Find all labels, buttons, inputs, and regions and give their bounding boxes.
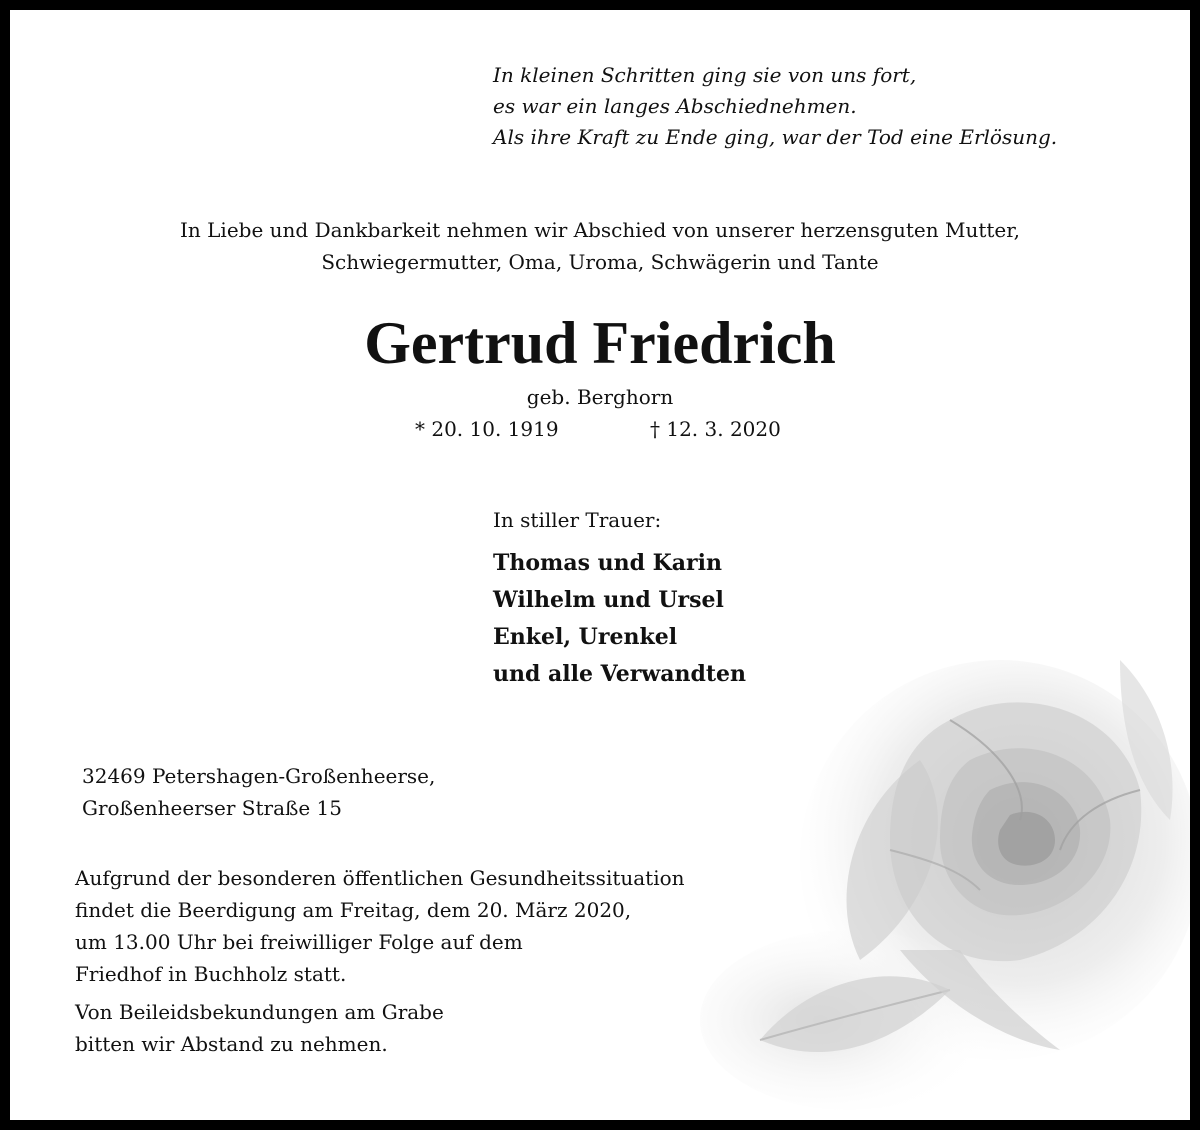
notice-line: Aufgrund der besonderen öffentlichen Gesundheitssituation — [75, 866, 685, 890]
intro-line: Schwiegermutter, Oma, Uroma, Schwägerin und Tante — [321, 250, 879, 274]
mourner-entry: Enkel, Urenkel — [493, 624, 678, 650]
rose-icon — [700, 620, 1190, 1120]
address-line: Großenheerser Straße 15 — [82, 796, 343, 820]
intro-line: In Liebe und Dankbarkeit nehmen wir Abschied von unserer herzensguten Mutter, — [180, 218, 1020, 242]
poem-line: In kleinen Schritten ging sie von uns fort, — [493, 63, 917, 87]
deceased-name: Gertrud Friedrich — [364, 310, 836, 376]
death-date: † 12. 3. 2020 — [650, 417, 781, 441]
mourner-entry: Thomas und Karin — [493, 550, 722, 576]
mourning-label: In stiller Trauer: — [493, 508, 662, 532]
request-line: bitten wir Abstand zu nehmen. — [75, 1032, 388, 1056]
address-line: 32469 Petershagen-Großenheerse, — [82, 764, 436, 788]
mourner-entry: Wilhelm und Ursel — [493, 587, 724, 613]
request-line: Von Beileidsbekundungen am Grabe — [75, 1000, 444, 1024]
birth-date: * 20. 10. 1919 — [415, 417, 559, 441]
mourner-entry: und alle Verwandten — [493, 661, 747, 687]
notice-line: um 13.00 Uhr bei freiwilliger Folge auf dem — [75, 930, 523, 954]
notice-line: Friedhof in Buchholz statt. — [75, 962, 347, 986]
notice-line: findet die Beerdigung am Freitag, dem 20. März 2020, — [75, 898, 632, 922]
condolence-request — [75, 996, 444, 1060]
poem — [493, 60, 1057, 153]
poem-line: Als ihre Kraft zu Ende ging, war der Tod eine Erlösung. — [493, 125, 1058, 149]
address-block — [82, 760, 435, 824]
funeral-notice — [75, 862, 685, 990]
birth-name: geb. Berghorn — [526, 385, 674, 409]
poem-line: es war ein langes Abschiednehmen. — [493, 94, 857, 118]
mourners-list — [493, 545, 746, 693]
farewell-intro — [0, 214, 1200, 278]
